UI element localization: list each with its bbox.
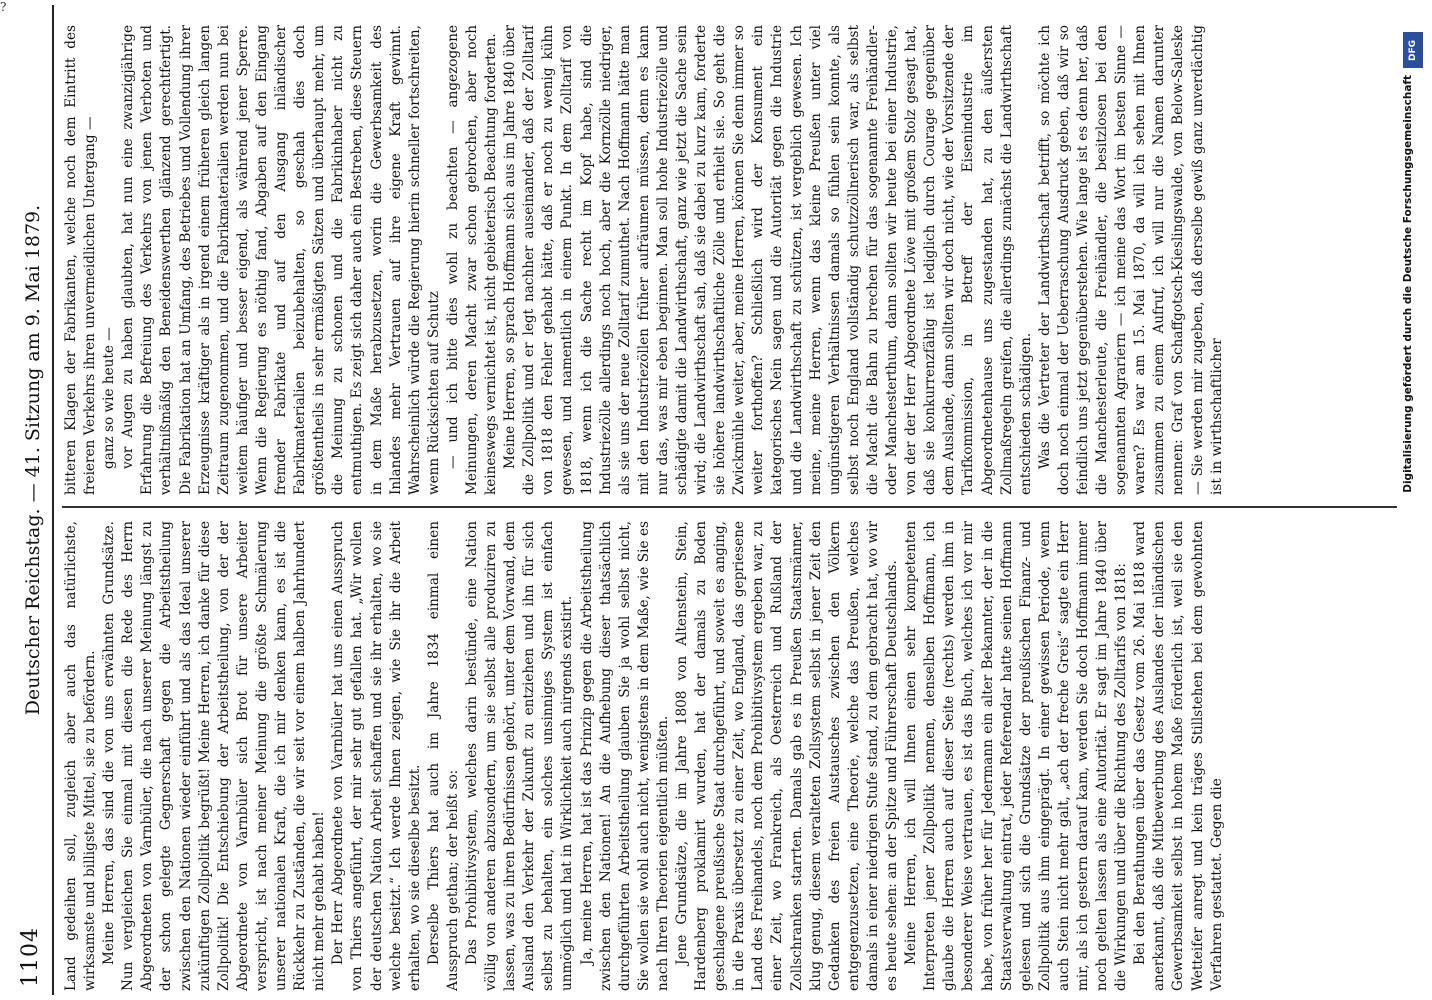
paragraph: bitteren Klagen der Fabrikanten, welche noch dem Eintritt des freieren Verkehrs ihren unvermeidlichen Untergang —: [63, 25, 99, 495]
paragraph: Meine Herren, ich will Ihnen einen sehr kompetenten Interpreten jener Zollpolitik nennen, denselben Hoffmann, ich glaube die Herren auch auf dieser Seite (rechts) werden ihm in besonderer Weise vertrauen, es ist das Buch, welches ich vor mir habe, von früher her für Jedermann ein alter Bekannter, der in die Staatsverwaltung eintrat, jeder Referendar hatte seinen Hoffmann gelesen und sich die Grundsätze der preußischen Finanz- und Zollpolitik aus ihm eingeprägt. In einer gewissen Periode, wenn auch Stein nicht mehr galt, „ach der freche Greis“ sagte ein Herr mir, als ich gestern darauf kam, werden Sie doch Hoffmann immer noch gelten lassen als eine Autorität. Er sagt im Jahre 1840 über die Wirkungen und über die Richtung des Zolltarifs von 1818:: [903, 521, 1130, 991]
running-head: [22, 5, 44, 915]
corner-mark: ?: [0, 0, 7, 14]
paragraph: Ja, meine Herren, hat ist das Prinzip gegen die Arbeitstheilung zwischen den Nationen! An die Aufhebung dieser thatsächlich durchgeführten Arbeitstheilung glauben Sie ja wohl selbst nicht, Sie wollen sie wohl auch nicht, wenigstens in dem Maße, wie Sie es nach Ihren Theorien eigentlich müßten.: [578, 521, 671, 991]
paragraph: Jene Grundsätze, die im Jahre 1808 von Altenstein, Stein, Hardenberg proklamirt wurden, hat der damals zu Boden geschlagene preußische Staat durchgeführt, und soweit es anging, in die Praxis übersetzt zu einer Zeit, wo England, das gepriesene Land des Freihandels, noch dem Prohibitivsystem ergeben war, zu einer Zeit, wo Frankreich, als Oesterreich und Rußland der Zollschranken starrten. Damals gab es in Preußen Staatsmänner, klug genug, diesem veralteten Zollsystem selbst in jener Zeit den Gedanken des freien Austausches zwischen den Völkern entgegenzusetzen, eine Theorie, welche das Preußen, welches damals in einer niedrigen Stufe stand, zu dem gebracht hat, wo wir es heute sehen: an der Spitze und Führerschaft Deutschlands.: [674, 521, 901, 991]
session-date: — 41. Sitzung am 9. Mai 1879.: [22, 204, 44, 503]
paragraph: Derselbe Thiers hat auch im Jahre 1834 einmal einen Ausspruch gethan; der heißt so:: [425, 521, 461, 991]
rotated-sheet: [8, 5, 1418, 995]
paragraph: ganz so wie heute —: [101, 327, 118, 469]
page-header: [8, 5, 58, 995]
paragraph: vor Augen zu haben glaubten, hat nun eine zwanzigjährige Erfahrung die Befreiung des Verkehrs von jenen Verboten und verhältnißmäßig den Beneidenswerthen glänzend gerechtfertigt. Die Fabrikation hat an Umfang, des Betriebes und Vollendung ihrer Erzeugnisse kräftiger als in irgend einem früheren gleich langen Zeitraum zugenommen, und die Fabrikmaterialien werden nun bei weitem häufiger und besser eigend, als während jener Sperre. Wenn die Regierung es nöthig fand, Abgaben auf den Eingang fremder Fabrikate und auf den Ausgang inländischer Fabrikmaterialien beizubehalten, so geschah dies doch größtentheils in sehr ermäßigten Sätzen und überhaupt mehr, um die Meinung zu schonen und die Fabrikinhaber nicht zu entmuthigen. Es zeigt sich daher auch ein Bestreben, diese Steuern in dem Maße herabzusetzen, worin die Gewerbsamkeit des Inlandes mehr Vertrauen auf ihre eigene Kraft gewinnt. Wahrscheinlich würde die Regierung hierin schneller fortschreiten, wenn Rücksichten auf Schutz: [120, 25, 442, 495]
paragraph: Der Herr Abgeordnete von Varnbüler hat uns einen Ausspruch von Thiers angeführt, der mir sehr gut gefallen hat. „Wir wollen der deutschen Nation Arbeit schaffen und sie ihr erhalten, wo sie welche besitzt.“ Ich werde Ihnen zeigen, wie Sie ihr die Arbeit erhalten, wo sie dieselbe besitzt.: [330, 521, 423, 991]
paragraph: Land gedeihen soll, zugleich aber auch das natürlichste, wirksamste und billigste Mittel, sie zu befördern.: [63, 521, 99, 991]
paragraph: Das Prohibitivsystem, welches darin bestünde, eine Nation völlig von anderen abzusondern, um sie selbst alle produziren zu lassen, was zu ihren Bedürfnissen gehört, unter dem Vorwand, dem Ausland den Verkehr der Zukunft zu entziehen und ihn für sich selbst zu behalten, ein solches unsinniges System ist einfach unmöglich und hat in Wirklichkeit auch nirgends existirt.: [463, 521, 576, 991]
funding-note: Digitalisierung gefördert durch die Deutsche Forschungsgemeinschaft: [1402, 75, 1414, 493]
paragraph: Bei den Berathungen über das Gesetz vom 26. Mai 1818 ward anerkannt, daß die Mitbewerbung des Auslandes der inländischen Gewerbsamkeit selbst in hohem Maße förderlich ist, weil sie den Wetteifer anregt und kein träges Stillstehen bei dem gewohnten Verfahren gestattet. Gegen die: [1132, 521, 1225, 991]
page-number: 1104: [18, 927, 43, 987]
left-column: [62, 521, 1402, 991]
publication-title: Deutscher Reichstag.: [22, 508, 44, 716]
paragraph: Meine Herren, das sind die von uns erwähnten Grundsätze. Nun vergleichen Sie einmal mit diesen die Rede des Herrn Abgeordneten von Varnbüler, die nach unserer Meinung längst zu der schon gelegte Gegnerschaft gegen die Arbeitstheilung zwischen den Nationen wieder einführt und als das Ideal unserer zukünftigen Zollpolitik begrüßt! Meine Herren, ich danke für diese Zollpolitik! Die Entschiebung der Arbeitstheilung, von der der Abgeordnete von Varnbüler sich Brot für unsere Arbeiter verspricht, ist nach meiner Meinung die größte Schmälerung unserer nationalen Kraft, die ich mir denken kann, es ist die Rückkehr zu Zuständen, die wir seit vor einem halben Jahrhundert nicht mehr gehabt haben!: [101, 521, 328, 991]
paragraph: Meine Herren, so sprach Hoffmann sich aus im Jahre 1840 über die Zollpolitik und er legt nachher auseinander, daß der Zolltarif von 1818 den Fehler gehabt hätte, daß er noch zu wenig kühn gewesen, und namentlich in einem Punkt. In dem Zolltarif von 1818, wenn ich die Sache recht im Kopf habe, sind die Industriezölle allerdings noch hoch, aber die Kornzölle niedriger, als sie uns der neue Zolltarif zumuthet. Nach Hoffmann hätte man mit den Industriezöllen früher aufräumen müssen, denn es kann nur das, was mir eben beginnen. Man soll hohe Industriezölle und schädigte damit die Landwirthschaft, ganz wie jetzt die Sache sein wird; die Landwirthschaft sah, daß sie dabei zu kurz kam, forderte sie höhere landwirthschaftliche Zölle und erhielt sie. So geht die Zwickmühle weiter, aber, meine Herren, können Sie denn immer so weiter forthoffen? Schließlich wird der Konsument ein kategorisches Nein sagen und die Autorität gegen die Industrie und die Landwirthschaft zu schützen, ist vergeblich gewesen. Ich meine, meine Herren, wenn das kleine Preußen unter viel ungünstigeren Verhältnissen damals so fühlen sein konnte, als selbst noch England vollständig schutzzöllnerisch war, als selbst die Macht die Bahn zu brechen für das sogenannte Freihändler- oder Manchesterthum, dann sollten wir heute bei einer Industrie, von der der Herr Abgeordnete Löwe mit großem Stolz gesagt hat, daß sie konkurrenzfähig ist lediglich durch Courage gegenüber dem Auslande, dann sollten wir doch nicht, wie der Vorsitzende der Tarifkommission, in Betreff der Eisenindustrie im Abgeordnetenhause uns zugestanden hat, zu den äußersten Zollmaßregeln greifen, die allerdings zunächst die Landwirthschaft entschieden schädigen.: [502, 25, 1034, 495]
sidebar: [1400, 30, 1428, 990]
paragraph: Was die Vertreter der Landwirthschaft betrifft, so möchte ich doch noch einmal der Ueberraschung Ausdruck geben, daß wir so feindlich uns jetzt gegenüberstehen. Wie lange ist es denn her, daß die Manchesterleute, die Freihändler, die besitzlosen bei den sogenannten Agrariern — ich meine das Wort im besten Sinne — waren? Es war am 15. Mai 1870, da will ich sehen mit Ihnen zusammen zu einem Aufruf, ich will nur die Namen darunter nennen: Graf von Schaffgotsch-Kieslingswalde, von Below-Saleske — Sie werden mir zugeben, daß derselbe gewiß ganz unverdächtig ist in wirthschaftlicher: [1036, 25, 1225, 495]
right-column: [62, 25, 1402, 495]
header-rule: [52, 5, 54, 995]
dfg-logo: DFG: [1403, 32, 1423, 68]
paragraph: — und ich bitte dies wohl zu beachten — angezogene Meinungen, deren Macht zwar schon gebrochen, aber noch keineswegs vernichtet ist, nicht gebieterisch Beachtung forderten.: [444, 25, 500, 495]
column-divider: [62, 506, 1397, 508]
